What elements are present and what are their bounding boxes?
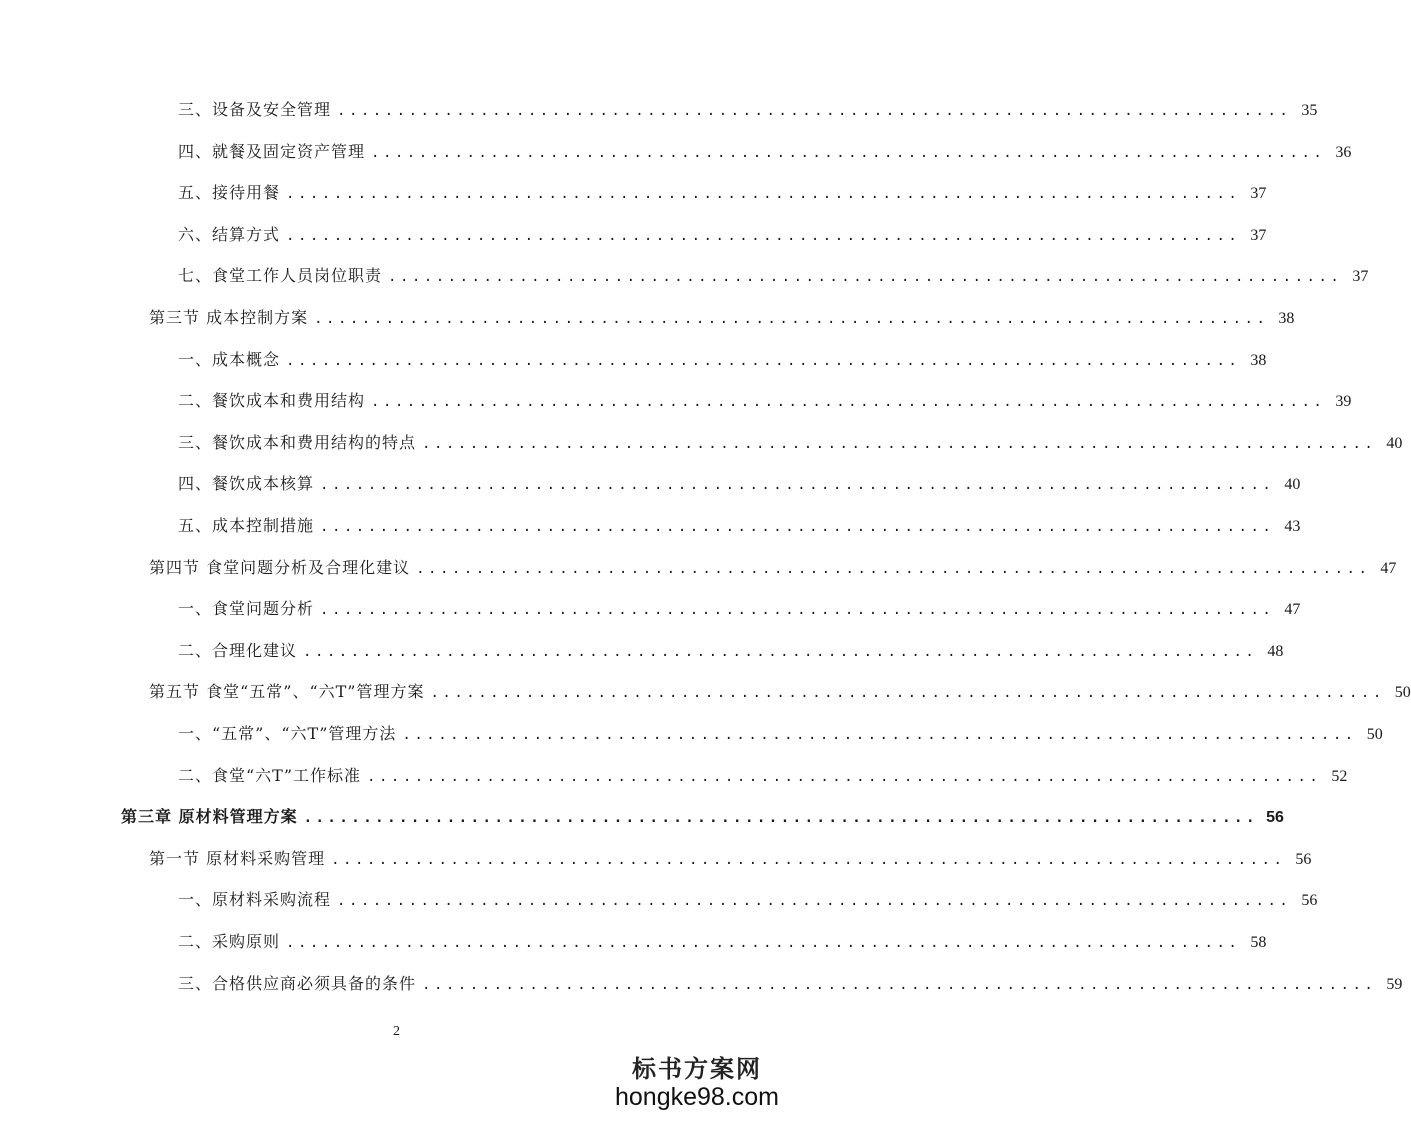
toc-entry-item <box>178 886 1318 914</box>
toc-entry-chapter <box>121 803 1284 831</box>
toc-entry-title: 二、餐饮成本和费用结构 <box>178 391 366 411</box>
toc-entry-item <box>178 762 1348 790</box>
toc-dot-leader: ................................................................................ <box>314 311 1269 327</box>
toc-entry-page: 56 <box>1295 850 1312 868</box>
toc-entry-page: 39 <box>1335 393 1352 411</box>
toc-entry-item <box>178 429 1403 457</box>
toc-entry-section <box>149 678 1411 706</box>
toc-dot-leader: ................................................................................ <box>337 103 1292 119</box>
toc-entry-page: 59 <box>1386 975 1403 993</box>
toc-dot-leader: ................................................................................ <box>320 477 1275 494</box>
toc-entry-page: 52 <box>1331 767 1348 785</box>
toc-dot-leader: ................................................................................ <box>371 394 1326 411</box>
toc-entry-title: 一、食堂问题分析 <box>178 599 315 619</box>
watermark-title: 标书方案网 <box>631 1054 762 1083</box>
watermark <box>614 1054 779 1111</box>
toc-entry-title: 第五节 食堂“五常”、“六T”管理方案 <box>149 682 425 702</box>
toc-entry-page: 50 <box>1366 726 1383 743</box>
toc-entry-title: 六、结算方式 <box>178 224 281 244</box>
toc-entry-item <box>178 637 1284 665</box>
watermark-url: hongke98.com <box>614 1083 779 1111</box>
toc-entry-page: 48 <box>1267 642 1284 660</box>
toc-entry-page: 36 <box>1335 143 1352 161</box>
toc-entry-page: 47 <box>1380 559 1397 577</box>
toc-entry-page: 56 <box>1266 809 1284 827</box>
toc-dot-leader: ................................................................................ <box>331 851 1286 868</box>
toc-entry-item <box>178 970 1403 998</box>
toc-entry-page: 58 <box>1250 934 1267 951</box>
toc-entry-section <box>149 554 1397 582</box>
toc-dot-leader: ................................................................................ <box>402 727 1357 743</box>
toc-entry-page: 40 <box>1386 434 1403 452</box>
toc-entry-page: 38 <box>1278 310 1295 327</box>
toc-dot-leader: ................................................................................ <box>422 976 1377 993</box>
toc-entry-title: 七、食堂工作人员岗位职责 <box>178 266 383 286</box>
toc-dot-leader: ................................................................................ <box>367 768 1322 785</box>
toc-entry-title: 二、食堂“六T”工作标准 <box>178 765 362 785</box>
toc-dot-leader: ................................................................................ <box>303 810 1258 827</box>
toc-entry-page: 37 <box>1352 268 1369 286</box>
toc-entry-item <box>178 179 1267 207</box>
toc-entry-item <box>178 470 1301 498</box>
toc-dot-leader: ................................................................................ <box>286 935 1241 951</box>
toc-entry-item <box>178 387 1352 415</box>
toc-entry-item <box>178 221 1267 249</box>
toc-entry-title: 第三章 原材料管理方案 <box>121 807 298 827</box>
toc-entry-title: 四、餐饮成本核算 <box>178 474 315 494</box>
toc-dot-leader: ................................................................................ <box>303 643 1258 660</box>
toc-entry-page: 37 <box>1250 226 1267 244</box>
toc-entry-title: 第四节 食堂问题分析及合理化建议 <box>149 557 411 577</box>
toc-entry-page: 35 <box>1301 102 1318 119</box>
toc-entry-page: 56 <box>1301 892 1318 910</box>
toc-dot-leader: ................................................................................ <box>337 893 1292 910</box>
toc-entry-title: 五、接待用餐 <box>178 183 281 203</box>
toc-entry-section <box>149 845 1312 873</box>
toc-dot-leader: ................................................................................ <box>371 144 1326 161</box>
toc-dot-leader: ................................................................................ <box>422 435 1377 452</box>
toc-entry-title: 一、成本概念 <box>178 349 281 369</box>
toc-entry-page: 43 <box>1284 518 1301 535</box>
toc-entry-item <box>178 346 1267 374</box>
toc-entry-title: 五、成本控制措施 <box>178 516 315 535</box>
toc-entry-item <box>178 138 1352 166</box>
toc-entry-page: 38 <box>1250 351 1267 369</box>
toc-dot-leader: ................................................................................ <box>430 685 1385 702</box>
toc-entry-title: 三、设备及安全管理 <box>178 100 332 119</box>
toc-entry-section <box>149 304 1295 332</box>
toc-dot-leader: ................................................................................ <box>320 602 1275 619</box>
toc-entry-title: 一、“五常”、“六T”管理方法 <box>178 724 397 743</box>
toc-entry-title: 一、原材料采购流程 <box>178 890 332 910</box>
toc-dot-leader: ................................................................................ <box>416 560 1371 577</box>
toc-dot-leader: ................................................................................ <box>286 352 1241 369</box>
toc-entry-title: 三、合格供应商必须具备的条件 <box>178 973 417 993</box>
toc-entry-page: 50 <box>1394 684 1411 702</box>
toc-entry-item <box>178 720 1383 748</box>
toc-entry-title: 四、就餐及固定资产管理 <box>178 141 366 161</box>
toc-dot-leader: ................................................................................ <box>286 186 1241 203</box>
toc-entry-title: 二、合理化建议 <box>178 640 298 660</box>
toc-entry-title: 三、餐饮成本和费用结构的特点 <box>178 432 417 452</box>
toc-entry-item <box>178 595 1301 623</box>
toc-entry-page: 40 <box>1284 476 1301 494</box>
page-number: 2 <box>393 1024 400 1039</box>
toc-entry-page: 37 <box>1250 185 1267 203</box>
toc-dot-leader: ................................................................................ <box>320 519 1275 535</box>
toc-entry-title: 第一节 原材料采购管理 <box>149 848 326 868</box>
toc-dot-leader: ................................................................................ <box>286 227 1241 244</box>
toc-entry-item <box>178 928 1267 956</box>
toc-entry-item <box>178 96 1318 124</box>
toc-entry-page: 47 <box>1284 601 1301 619</box>
toc-dot-leader: ................................................................................ <box>388 269 1343 286</box>
toc-entry-item <box>178 262 1369 290</box>
toc-entry-title: 二、采购原则 <box>178 932 281 951</box>
toc-entry-title: 第三节 成本控制方案 <box>149 308 309 327</box>
toc-entry-item <box>178 512 1301 540</box>
